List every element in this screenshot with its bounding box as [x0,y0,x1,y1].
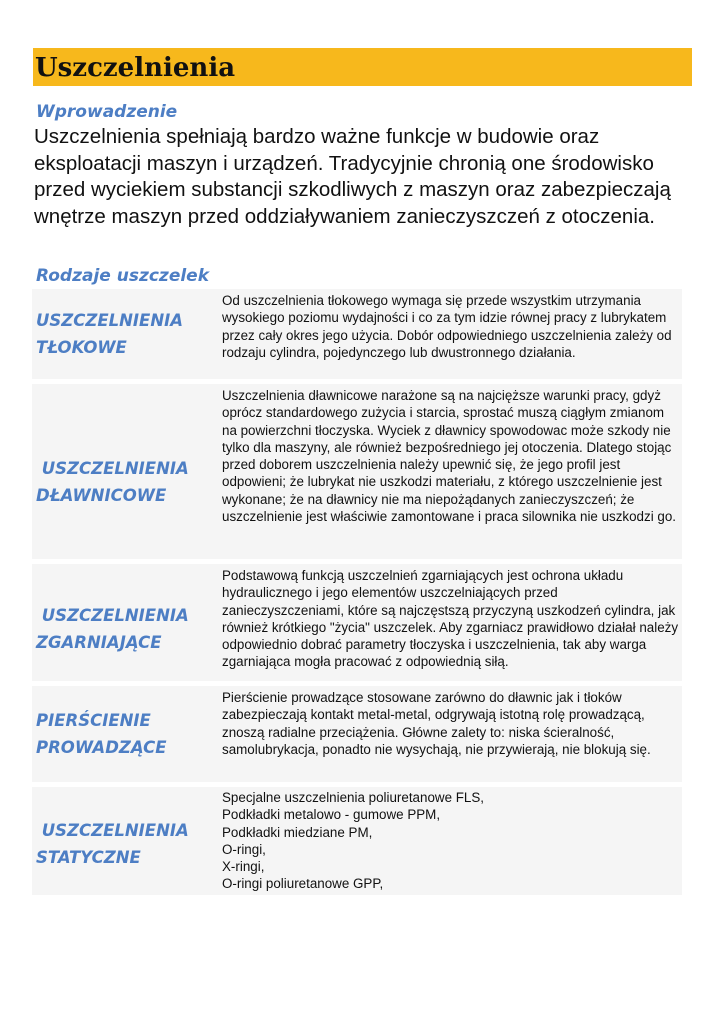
intro-paragraph: Uszczelnienia spełniają bardzo ważne funkcje w budowie oraz eksploatacji maszyn i urządzeń. Tradycyjnie chronią one środowisko przed wyciekiem substancji szkodliwych z maszyn oraz zabezpieczają wnętrze maszyn przed oddziaływaniem zanieczyszczeń z otoczenia. [34,125,671,228]
seal-type-label-line1: PIERŚCIENIE [36,711,151,730]
page-title: Uszczelnienia [35,53,236,83]
seal-type-row-wiper [32,564,682,681]
seal-type-row-static [32,787,682,895]
static-seal-item: Specjalne uszczelnienia poliuretanowe FLS, [222,790,485,805]
seal-type-label-line1: USZCZELNIENIA [36,605,189,625]
intro-heading: Wprowadzenie [36,102,178,122]
static-seal-item: O-ringi poliuretanowe GPP, [222,876,384,892]
seal-type-label-line2: TŁOKOWE [36,338,127,357]
seal-type-description: Od uszczelnienia tłokowego wymaga się przede wszystkim utrzymania wysokiego poziomu wydajności i co za tym idzie równej pracy z lubrykatem przez cały okres jego użycia. Dobór odpowiedniego uszczelnienia zależy od rodzaju cylindra, pojedynczego lub dwustronnego działania. [222,293,672,360]
seal-type-label [32,686,222,782]
seal-type-label-line2: ZGARNIAJĄCE [36,632,162,652]
static-seal-item: O-ringi, [222,841,266,857]
title-bar [33,48,692,86]
seal-type-description [222,787,682,895]
seal-type-label-line2: DŁAWNICOWE [36,485,167,505]
static-seal-item: Podkładki metalowo - gumowe PPM, [222,807,441,823]
seal-type-label [32,564,222,681]
seal-type-label [32,787,222,895]
seal-types-table [32,289,682,900]
types-heading: Rodzaje uszczelek [36,266,210,286]
seal-type-label-line1: USZCZELNIENIA [36,311,184,330]
seal-type-label-line2: STATYCZNE [36,848,141,867]
seal-type-label [32,289,222,379]
seal-type-row-gland [32,384,682,559]
seal-type-row-piston [32,289,682,379]
seal-type-description: Pierścienie prowadzące stosowane zarówno do dławnic jak i tłoków zabezpieczają kontakt metal-metal, odgrywają istotną rolę prowadzącą, znoszą radialne przeciążenia. Główne zalety to: niska ścieralność, samolubrykacja, ponadto nie wysychają, nie przywierają, nie blokują się. [222,690,651,757]
seal-type-label-line1: USZCZELNIENIA [36,821,189,840]
seal-type-label-line2: PROWADZĄCE [36,738,167,757]
seal-type-label-line1: USZCZELNIENIA [36,458,189,478]
seal-type-description: Podstawową funkcją uszczelnień zgarniających jest ochrona układu hydraulicznego i jego elementów uszczelniających przed zanieczyszczeniami, które są najczęstszą przyczyną uszkodzeń cylindra, jak również krótkiego "życia" uszczelek. Aby zgarniacz prawidłowo działał należy odpowiednio dobrać parametry tłoczyska i uszczelnienia, tak aby warga zgarniająca mogła pracować z odpowiednią siłą. [222,568,679,670]
seal-type-row-guide-rings [32,686,682,782]
static-seal-item: Podkładki miedziane PM, [222,824,373,840]
seal-type-description: Uszczelnienia dławnicowe narażone są na najcięższe warunki pracy, gdyż oprócz standardowego zużycia i starcia, sprostać muszą ciągłym zmianom na powierzchni tłoczyska. Wyciek z dławnicy spowodowac może szkody nie tylko dla maszyny, ale również bezpośredniego jej otoczenia. Dlatego stojąc przed doborem uszczelnienia należy upewnić się, że jego profil jest odpowieni; że lubrykat nie uszkodzi materiału, z którego uszczelnienie jest wykonane; że na dławnicy nie ma niepożądanych zanieczyszczeń; że uszczelnienie jest właściwie zamontowane i praca silownika nie uszkodzi go. [222,388,677,525]
seal-type-label [32,384,222,559]
static-seal-item: X-ringi, [222,859,265,875]
